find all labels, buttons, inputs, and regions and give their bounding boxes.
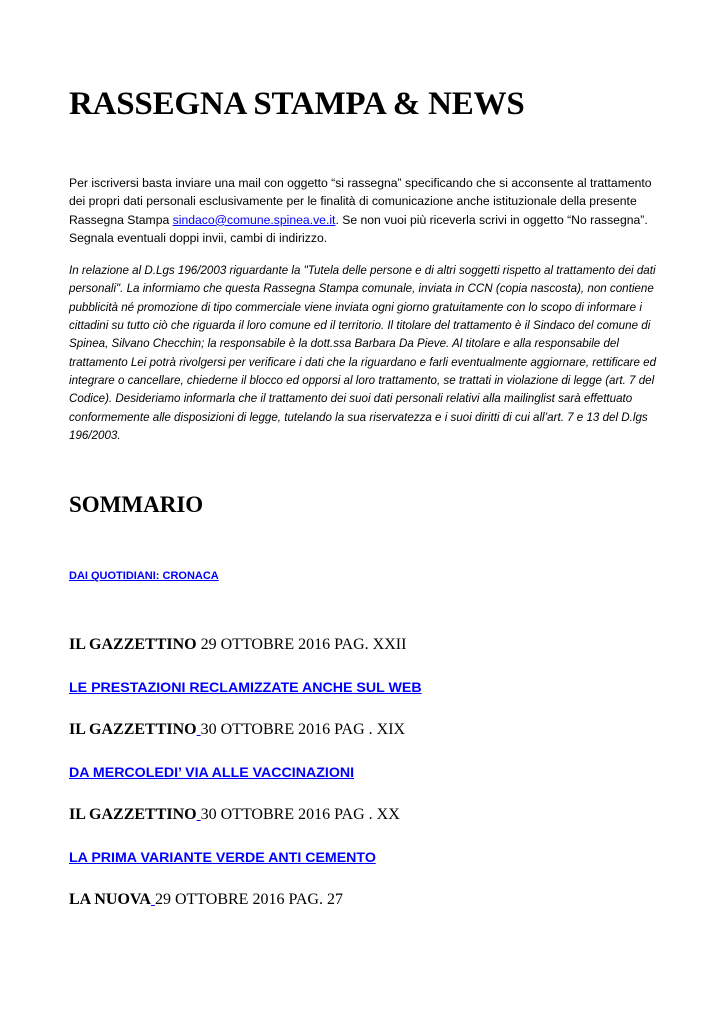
page-title: RASSEGNA STAMPA & NEWS <box>69 86 525 122</box>
sommario-heading: SOMMARIO <box>69 492 204 517</box>
intro-text: Per iscriversi basta inviare una mail con oggetto “si rassegna” specificando che si acconsente al trattamento dei propri dati personali esclusivamente per le finalità di comunicazione anche istituzionale della presente Rassegna Stampa <box>69 176 652 227</box>
source-date: 30 OTTOBRE 2016 PAG . XIX <box>200 721 406 738</box>
source-name: IL GAZZETTINO <box>69 636 197 653</box>
source-name: IL GAZZETTINO <box>69 806 197 823</box>
privacy-notice: In relazione al D.Lgs 196/2003 riguardante la "Tutela delle persone e di altri soggetti rispetto al trattamento dei dati personali". La informiamo che questa Rassegna Stampa comunale, inviata in CCN (copia nascosta), non contiene pubblicità né promozione di tipo commerciale viene inviata ogni giorno gratuitamente con lo scopo di informare i cittadini su tutto ciò che riguarda il loro comune ed il territorio. Il titolare del trattamento è il Sindaco del comune di Spinea, Silvano Checchin; la responsabile è la dott.ssa Barbara Da Pieve. Al titolare e alla responsabile del trattamento Lei potrà rivolgersi per verificare i dati che la riguardano e farli eventualmente aggiornare, rettificare ed integrare o cancellare, chiederne il blocco ed opporsi al loro trattamento, se trattati in violazione di legge (art. 7 del Codice). Desideriamo informarla che il trattamento dei suoi dati personali relativi alla mailinglist sarà effettuato conformemente alle disposizioni di legge, tutelando la sua riservatezza e i suoi diritti di cui all’art. 7 e 13 del D.lgs 196/2003. <box>69 264 657 443</box>
subscription-paragraph <box>69 174 659 247</box>
source-line <box>69 891 343 909</box>
source-name: IL GAZZETTINO <box>69 721 197 738</box>
section-link-cronaca[interactable]: DAI QUOTIDIANI: CRONACA <box>69 570 219 582</box>
source-name: LA NUOVA <box>69 891 151 908</box>
source-line <box>69 721 405 739</box>
source-line <box>69 806 400 824</box>
article-link[interactable]: DA MERCOLEDI’ VIA ALLE VACCINAZIONI <box>69 765 355 781</box>
email-link[interactable]: sindaco@comune.spinea.ve.it <box>172 212 336 227</box>
intro-text-end: . Se non vuoi più riceverla scrivi in oggetto “No rassegna”. Segnala eventuali doppi invii, cambi di indirizzo. <box>69 212 648 245</box>
article-link[interactable]: LE PRESTAZIONI RECLAMIZZATE ANCHE SUL WEB <box>69 680 422 696</box>
source-date: 30 OTTOBRE 2016 PAG . XX <box>200 806 400 823</box>
article-link[interactable]: LA PRIMA VARIANTE VERDE ANTI CEMENTO <box>69 850 376 866</box>
source-date: 29 OTTOBRE 2016 PAG. XXII <box>196 636 407 653</box>
source-line <box>69 636 406 654</box>
source-date: 29 OTTOBRE 2016 PAG. 27 <box>154 891 343 908</box>
